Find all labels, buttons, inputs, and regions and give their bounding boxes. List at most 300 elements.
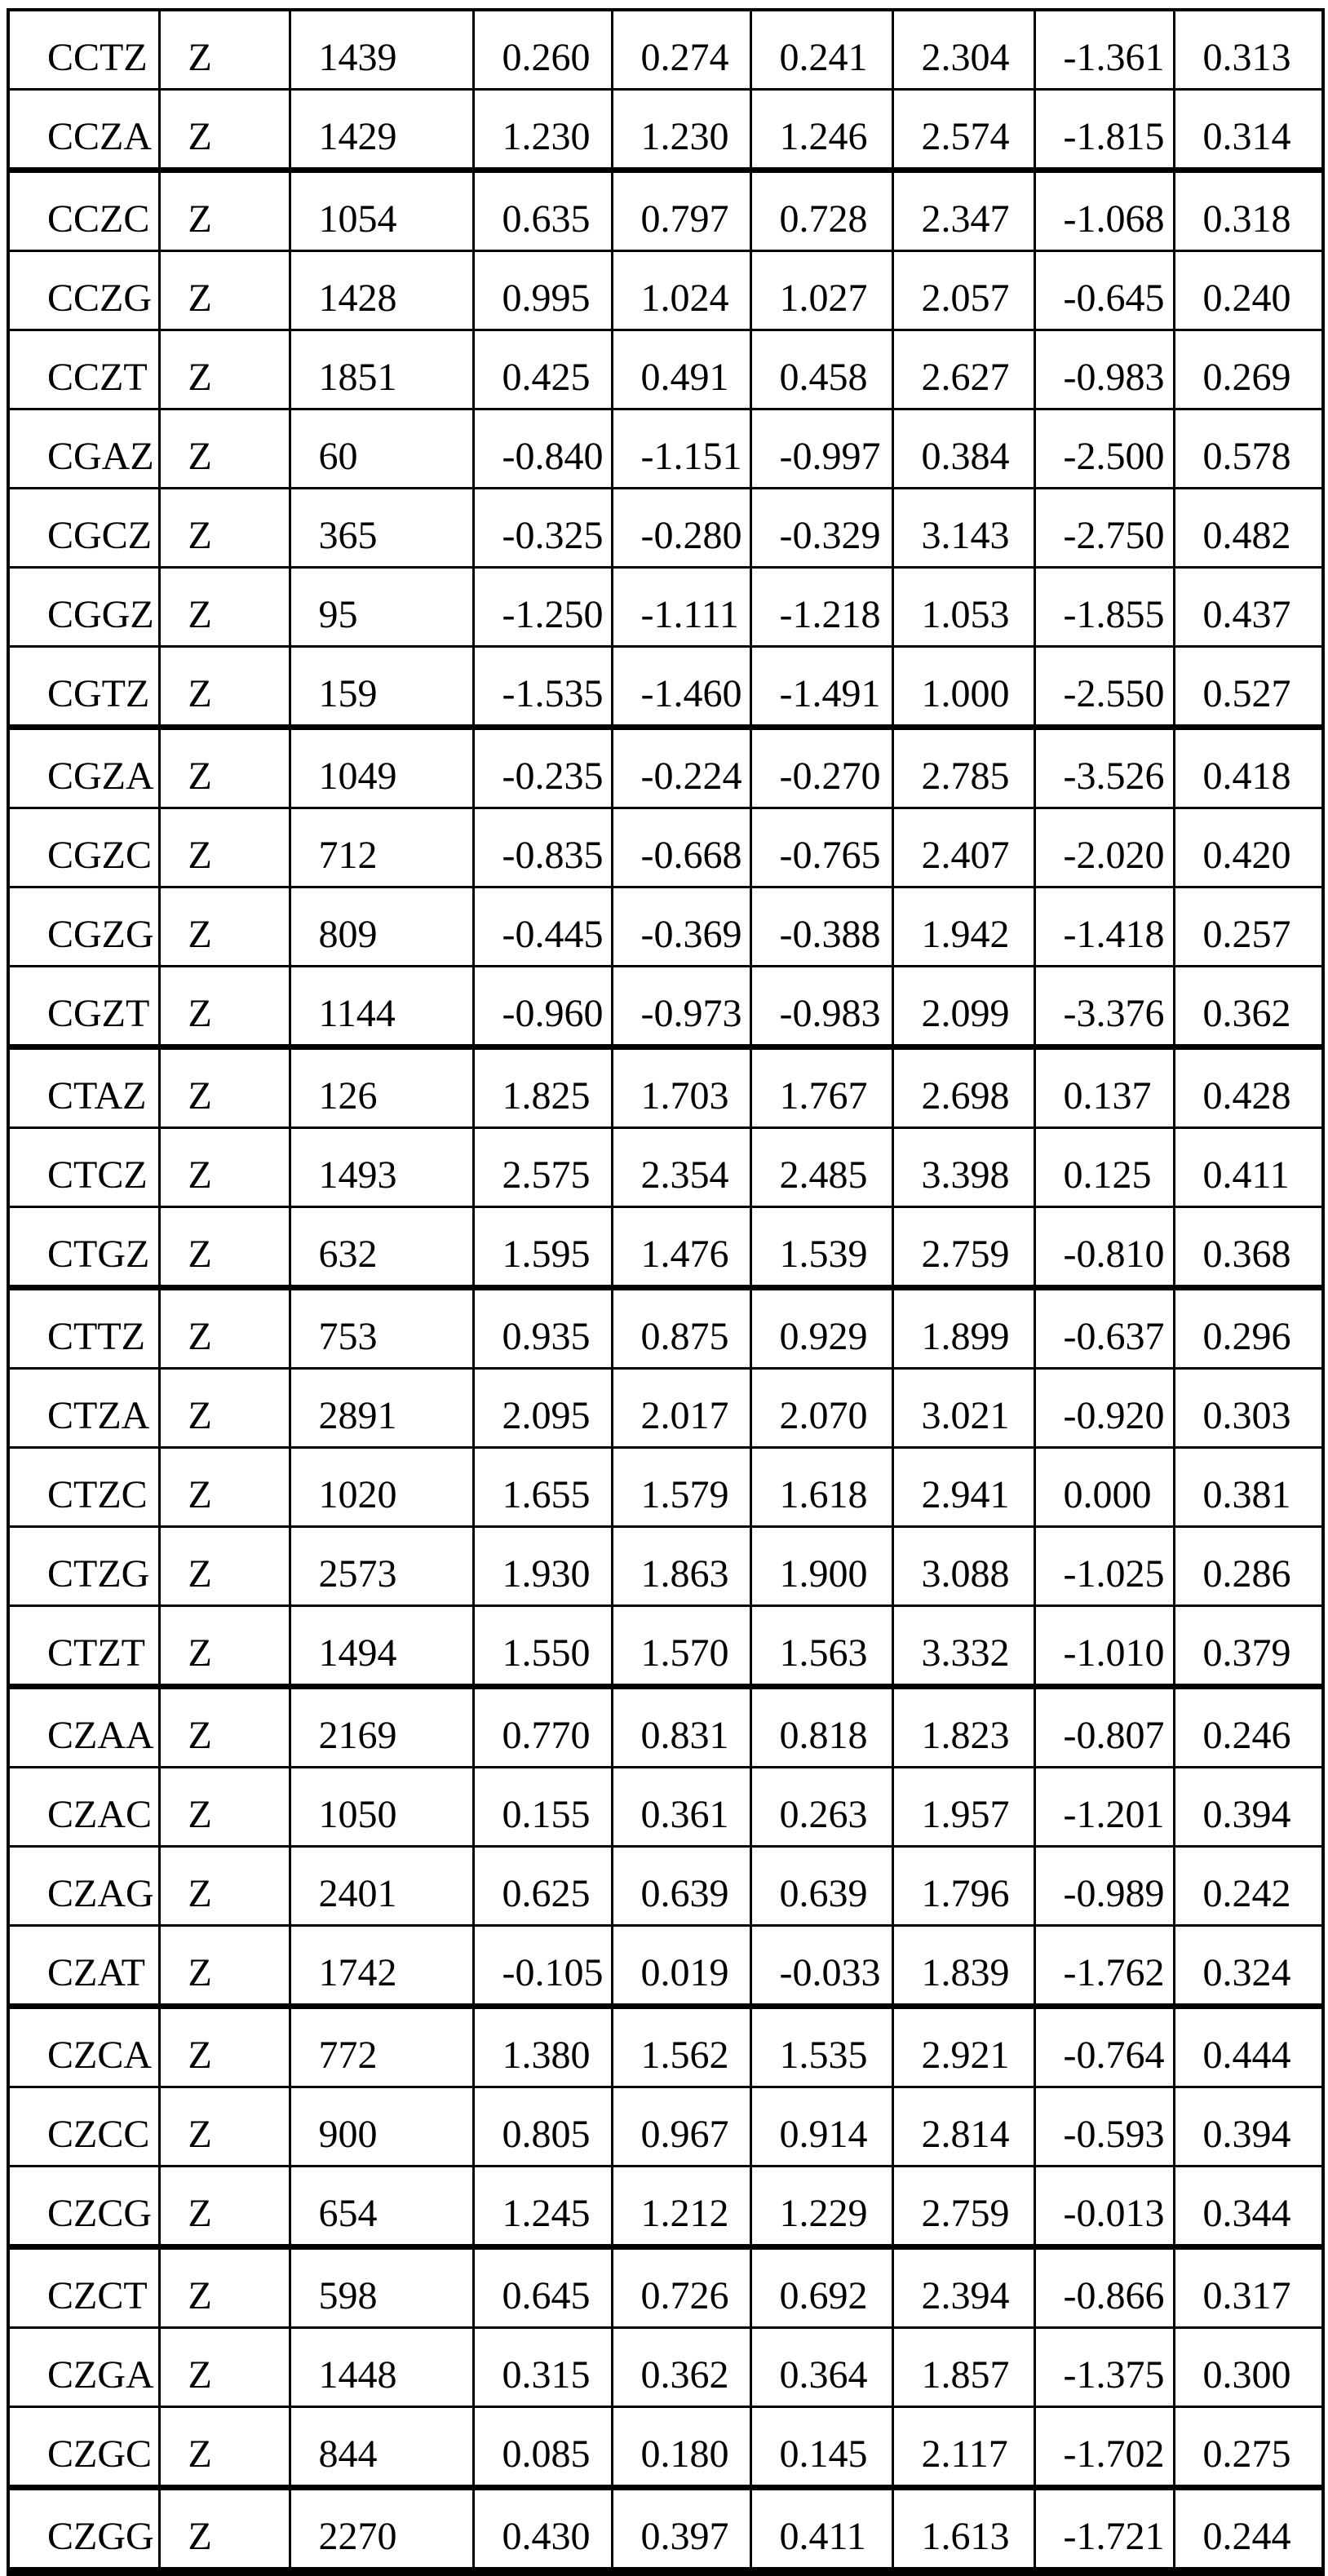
table-cell: 1.539 [750, 1207, 892, 1288]
table-cell: 0.364 [750, 2328, 892, 2407]
table-cell: 0.397 [612, 2488, 750, 2572]
table-cell: -2.750 [1034, 489, 1174, 568]
table-cell: CTZA [8, 1369, 159, 1448]
table-row [8, 90, 1323, 170]
table-cell: -0.810 [1034, 1207, 1174, 1288]
table-cell: 3.143 [892, 489, 1034, 568]
table-cell: Z [159, 887, 290, 967]
table-cell: CZGC [8, 2407, 159, 2488]
table-cell: 0.344 [1174, 2167, 1323, 2247]
table-cell: 1493 [290, 1128, 473, 1207]
table-cell: 0.805 [473, 2087, 612, 2167]
table-cell: -1.815 [1034, 90, 1174, 170]
table-cell: 0.379 [1174, 1606, 1323, 1687]
table-cell: 0.269 [1174, 330, 1323, 409]
table-cell: 2.485 [750, 1128, 892, 1207]
table-cell: 1.900 [750, 1527, 892, 1606]
table-cell: 0.315 [473, 2328, 612, 2407]
table-cell: 2169 [290, 1687, 473, 1768]
table-row [8, 2328, 1323, 2407]
table-cell: -2.020 [1034, 808, 1174, 887]
table-cell: 0.428 [1174, 1047, 1323, 1128]
table-row [8, 887, 1323, 967]
table-cell: -0.807 [1034, 1687, 1174, 1768]
table-cell: -0.645 [1034, 251, 1174, 330]
table-cell: -1.025 [1034, 1527, 1174, 1606]
table-cell: CGZC [8, 808, 159, 887]
table-cell: CZGG [8, 2488, 159, 2572]
table-cell: CZCC [8, 2087, 159, 2167]
table-row [8, 1128, 1323, 1207]
table-cell: 1429 [290, 90, 473, 170]
table-cell: 126 [290, 1047, 473, 1128]
table-cell: CZCT [8, 2247, 159, 2328]
table-cell: 159 [290, 647, 473, 728]
table-cell: 1.767 [750, 1047, 892, 1128]
table-cell: Z [159, 1926, 290, 2007]
table-cell: 0.645 [473, 2247, 612, 2328]
table-row [8, 2407, 1323, 2488]
table-cell: CCZG [8, 251, 159, 330]
table-cell: -1.151 [612, 409, 750, 489]
table-cell: Z [159, 1207, 290, 1288]
table-row [8, 808, 1323, 887]
table-cell: 3.332 [892, 1606, 1034, 1687]
table-cell: -1.491 [750, 647, 892, 728]
table-cell: CZGA [8, 2328, 159, 2407]
table-cell: 1.476 [612, 1207, 750, 1288]
table-cell: 0.240 [1174, 251, 1323, 330]
table-cell: CTZG [8, 1527, 159, 1606]
table-cell: 0.274 [612, 10, 750, 90]
table-cell: CZCA [8, 2007, 159, 2087]
table-cell: CCZT [8, 330, 159, 409]
table-cell: -0.105 [473, 1926, 612, 2007]
table-cell: CTCZ [8, 1128, 159, 1207]
table-cell: 0.418 [1174, 728, 1323, 808]
table-cell: Z [159, 647, 290, 728]
table-cell: 2.117 [892, 2407, 1034, 2488]
table-row [8, 967, 1323, 1047]
table-cell: 0.639 [612, 1847, 750, 1926]
table-cell: -0.835 [473, 808, 612, 887]
table-cell: -1.535 [473, 647, 612, 728]
table-cell: 0.831 [612, 1687, 750, 1768]
table-cell: 1494 [290, 1606, 473, 1687]
table-cell: 654 [290, 2167, 473, 2247]
table-cell: Z [159, 1527, 290, 1606]
table-cell: -0.983 [1034, 330, 1174, 409]
table-cell: Z [159, 90, 290, 170]
table-cell: 1.563 [750, 1606, 892, 1687]
table-cell: 1439 [290, 10, 473, 90]
table-cell: -0.224 [612, 728, 750, 808]
table-cell: Z [159, 2167, 290, 2247]
table-cell: 1.857 [892, 2328, 1034, 2407]
table-cell: 95 [290, 568, 473, 647]
table-cell: CZAC [8, 1768, 159, 1847]
table-cell: -1.201 [1034, 1768, 1174, 1847]
table-cell: 2573 [290, 1527, 473, 1606]
table-cell: 0.275 [1174, 2407, 1323, 2488]
table-cell: 0.296 [1174, 1288, 1323, 1369]
table-cell: CZCG [8, 2167, 159, 2247]
table-cell: 1.957 [892, 1768, 1034, 1847]
table-cell: 2.099 [892, 967, 1034, 1047]
table-cell: 0.625 [473, 1847, 612, 1926]
table-cell: 3.088 [892, 1527, 1034, 1606]
table-cell: 0.246 [1174, 1687, 1323, 1768]
table-cell: -1.460 [612, 647, 750, 728]
table-cell: 1.613 [892, 2488, 1034, 2572]
table-cell: Z [159, 967, 290, 1047]
table-cell: -3.526 [1034, 728, 1174, 808]
table-cell: 0.384 [892, 409, 1034, 489]
table-cell: Z [159, 1369, 290, 1448]
table-cell: 0.635 [473, 170, 612, 251]
table-cell: 1.899 [892, 1288, 1034, 1369]
table-cell: 0.180 [612, 2407, 750, 2488]
table-cell: 0.458 [750, 330, 892, 409]
table-cell: -1.010 [1034, 1606, 1174, 1687]
table-cell: 3.398 [892, 1128, 1034, 1207]
table-cell: Z [159, 1047, 290, 1128]
table-cell: 0.260 [473, 10, 612, 90]
table-cell: Z [159, 2247, 290, 2328]
table-cell: CGCZ [8, 489, 159, 568]
table-cell: 2.354 [612, 1128, 750, 1207]
table-cell: 2.698 [892, 1047, 1034, 1128]
table-cell: 0.000 [1034, 1448, 1174, 1527]
table-cell: 1851 [290, 330, 473, 409]
table-cell: 632 [290, 1207, 473, 1288]
table-cell: 1.863 [612, 1527, 750, 1606]
table-cell: 2.921 [892, 2007, 1034, 2087]
table-cell: 2.941 [892, 1448, 1034, 1527]
table-cell: -1.111 [612, 568, 750, 647]
table-cell: 0.437 [1174, 568, 1323, 647]
table-cell: 0.411 [1174, 1128, 1323, 1207]
table-cell: 2.095 [473, 1369, 612, 1448]
table-cell: 1.027 [750, 251, 892, 330]
table-cell: Z [159, 2328, 290, 2407]
table-cell: 2.407 [892, 808, 1034, 887]
table-cell: 2.304 [892, 10, 1034, 90]
table-cell: 1742 [290, 1926, 473, 2007]
table-cell: -0.013 [1034, 2167, 1174, 2247]
table-cell: 772 [290, 2007, 473, 2087]
table-row [8, 330, 1323, 409]
table-row [8, 1047, 1323, 1128]
table-cell: CGZA [8, 728, 159, 808]
table-cell: 0.797 [612, 170, 750, 251]
table-cell: CTAZ [8, 1047, 159, 1128]
table-cell: 0.263 [750, 1768, 892, 1847]
table-row [8, 647, 1323, 728]
table-cell: 1.595 [473, 1207, 612, 1288]
table-cell: -0.369 [612, 887, 750, 967]
table-cell: Z [159, 1687, 290, 1768]
table-cell: 0.125 [1034, 1128, 1174, 1207]
table-cell: 1.230 [473, 90, 612, 170]
table-cell: 2401 [290, 1847, 473, 1926]
table-cell: Z [159, 808, 290, 887]
table-cell: 0.085 [473, 2407, 612, 2488]
table-row [8, 1369, 1323, 1448]
table-cell: 809 [290, 887, 473, 967]
table-cell: CCZA [8, 90, 159, 170]
table-cell: 0.361 [612, 1768, 750, 1847]
table-cell: -0.668 [612, 808, 750, 887]
table-cell: -0.765 [750, 808, 892, 887]
table-cell: 1.246 [750, 90, 892, 170]
table-row [8, 2167, 1323, 2247]
table-cell: 0.303 [1174, 1369, 1323, 1448]
data-table-body [8, 10, 1323, 2572]
table-cell: -0.445 [473, 887, 612, 967]
table-row [8, 1606, 1323, 1687]
table-cell: 3.021 [892, 1369, 1034, 1448]
table-cell: 0.244 [1174, 2488, 1323, 2572]
table-cell: Z [159, 251, 290, 330]
table-row [8, 728, 1323, 808]
table-cell: 60 [290, 409, 473, 489]
table-cell: -0.325 [473, 489, 612, 568]
table-cell: 2891 [290, 1369, 473, 1448]
table-cell: 2.394 [892, 2247, 1034, 2328]
table-cell: 1.229 [750, 2167, 892, 2247]
table-cell: 2.759 [892, 2167, 1034, 2247]
data-table [7, 8, 1325, 2576]
table-row [8, 409, 1323, 489]
table-cell: Z [159, 1847, 290, 1926]
table-cell: 0.381 [1174, 1448, 1323, 1527]
table-cell: 0.137 [1034, 1047, 1174, 1128]
table-cell: -1.375 [1034, 2328, 1174, 2407]
table-cell: Z [159, 2488, 290, 2572]
table-cell: 0.241 [750, 10, 892, 90]
table-cell: 1.380 [473, 2007, 612, 2087]
table-cell: 0.314 [1174, 90, 1323, 170]
table-cell: 0.318 [1174, 170, 1323, 251]
table-cell: 0.317 [1174, 2247, 1323, 2328]
table-cell: Z [159, 489, 290, 568]
table-cell: CGZG [8, 887, 159, 967]
table-cell: 0.155 [473, 1768, 612, 1847]
table-cell: -1.361 [1034, 10, 1174, 90]
table-cell: 0.914 [750, 2087, 892, 2167]
table-cell: 900 [290, 2087, 473, 2167]
table-cell: 1.535 [750, 2007, 892, 2087]
table-cell: 2.017 [612, 1369, 750, 1448]
table-cell: 1.825 [473, 1047, 612, 1128]
table-cell: CCZC [8, 170, 159, 251]
table-cell: 365 [290, 489, 473, 568]
table-row [8, 2247, 1323, 2328]
table-cell: 0.313 [1174, 10, 1323, 90]
table-cell: 0.967 [612, 2087, 750, 2167]
table-cell: CGAZ [8, 409, 159, 489]
table-cell: Z [159, 2407, 290, 2488]
table-cell: 2.759 [892, 1207, 1034, 1288]
table-cell: Z [159, 728, 290, 808]
table-cell: Z [159, 170, 290, 251]
table-cell: 712 [290, 808, 473, 887]
table-cell: 0.770 [473, 1687, 612, 1768]
table-cell: 1.823 [892, 1687, 1034, 1768]
table-cell: 598 [290, 2247, 473, 2328]
table-row [8, 1207, 1323, 1288]
table-cell: 2.347 [892, 170, 1034, 251]
table-cell: 0.692 [750, 2247, 892, 2328]
table-cell: -0.764 [1034, 2007, 1174, 2087]
table-row [8, 2007, 1323, 2087]
table-cell: 1.570 [612, 1606, 750, 1687]
table-cell: 0.286 [1174, 1527, 1323, 1606]
table-cell: -1.762 [1034, 1926, 1174, 2007]
table-cell: 1.024 [612, 251, 750, 330]
table-cell: -0.920 [1034, 1369, 1174, 1448]
table-cell: 1.655 [473, 1448, 612, 1527]
table-cell: 0.430 [473, 2488, 612, 2572]
table-cell: -0.235 [473, 728, 612, 808]
table-cell: -0.033 [750, 1926, 892, 2007]
table-cell: -1.068 [1034, 170, 1174, 251]
table-cell: 0.368 [1174, 1207, 1323, 1288]
table-cell: 2.785 [892, 728, 1034, 808]
table-cell: -1.418 [1034, 887, 1174, 967]
table-cell: -0.973 [612, 967, 750, 1047]
table-row [8, 1847, 1323, 1926]
table-row [8, 1687, 1323, 1768]
table-cell: 0.145 [750, 2407, 892, 2488]
table-cell: 1049 [290, 728, 473, 808]
table-cell: 2270 [290, 2488, 473, 2572]
table-cell: 0.578 [1174, 409, 1323, 489]
table-cell: 753 [290, 1288, 473, 1369]
table-cell: 1054 [290, 170, 473, 251]
table-cell: 1.230 [612, 90, 750, 170]
table-cell: 1.579 [612, 1448, 750, 1527]
table-cell: -1.218 [750, 568, 892, 647]
table-cell: 2.574 [892, 90, 1034, 170]
table-cell: -0.960 [473, 967, 612, 1047]
table-cell: 1.562 [612, 2007, 750, 2087]
table-cell: 0.362 [1174, 967, 1323, 1047]
table-cell: CGGZ [8, 568, 159, 647]
table-cell: Z [159, 409, 290, 489]
table-cell: 1.212 [612, 2167, 750, 2247]
table-cell: 1.000 [892, 647, 1034, 728]
table-cell: Z [159, 1288, 290, 1369]
table-cell: 844 [290, 2407, 473, 2488]
table-cell: -2.500 [1034, 409, 1174, 489]
table-cell: 0.995 [473, 251, 612, 330]
table-cell: -0.840 [473, 409, 612, 489]
table-cell: 0.728 [750, 170, 892, 251]
table-cell: CTZT [8, 1606, 159, 1687]
table-cell: 2.627 [892, 330, 1034, 409]
table-cell: Z [159, 10, 290, 90]
table-cell: 0.639 [750, 1847, 892, 1926]
table-cell: CZAT [8, 1926, 159, 2007]
table-cell: Z [159, 1768, 290, 1847]
table-cell: 0.394 [1174, 1768, 1323, 1847]
table-cell: 0.242 [1174, 1847, 1323, 1926]
table-cell: Z [159, 568, 290, 647]
table-cell: CGTZ [8, 647, 159, 728]
table-cell: 0.394 [1174, 2087, 1323, 2167]
table-cell: 1144 [290, 967, 473, 1047]
table-cell: 1.618 [750, 1448, 892, 1527]
table-cell: 1.796 [892, 1847, 1034, 1926]
table-cell: 1.550 [473, 1606, 612, 1687]
table-cell: -2.550 [1034, 647, 1174, 728]
table-cell: 0.875 [612, 1288, 750, 1369]
table-cell: Z [159, 2007, 290, 2087]
table-cell: 2.057 [892, 251, 1034, 330]
table-cell: 0.527 [1174, 647, 1323, 728]
table-row [8, 2087, 1323, 2167]
table-cell: 1.930 [473, 1527, 612, 1606]
table-cell: -0.270 [750, 728, 892, 808]
table-row [8, 170, 1323, 251]
table-cell: -1.855 [1034, 568, 1174, 647]
table-cell: 0.425 [473, 330, 612, 409]
table-cell: CCTZ [8, 10, 159, 90]
table-row [8, 1926, 1323, 2007]
table-row [8, 251, 1323, 330]
table-cell: -0.388 [750, 887, 892, 967]
table-cell: 1.053 [892, 568, 1034, 647]
table-row [8, 489, 1323, 568]
table-cell: 0.491 [612, 330, 750, 409]
table-cell: CTTZ [8, 1288, 159, 1369]
table-cell: -3.376 [1034, 967, 1174, 1047]
table-cell: -0.280 [612, 489, 750, 568]
table-cell: 1428 [290, 251, 473, 330]
table-cell: CZAA [8, 1687, 159, 1768]
table-row [8, 1448, 1323, 1527]
table-cell: Z [159, 2087, 290, 2167]
table-cell: CTZC [8, 1448, 159, 1527]
table-cell: 1.245 [473, 2167, 612, 2247]
table-cell: 0.818 [750, 1687, 892, 1768]
table-row [8, 1527, 1323, 1606]
table-cell: -0.866 [1034, 2247, 1174, 2328]
table-cell: 0.362 [612, 2328, 750, 2407]
table-cell: 0.444 [1174, 2007, 1323, 2087]
table-cell: -0.983 [750, 967, 892, 1047]
table-cell: CTGZ [8, 1207, 159, 1288]
table-cell: -1.702 [1034, 2407, 1174, 2488]
table-cell: 1448 [290, 2328, 473, 2407]
table-cell: 0.726 [612, 2247, 750, 2328]
table-cell: 1.839 [892, 1926, 1034, 2007]
table-cell: CZAG [8, 1847, 159, 1926]
table-cell: 1020 [290, 1448, 473, 1527]
table-cell: Z [159, 1128, 290, 1207]
table-cell: CGZT [8, 967, 159, 1047]
table-cell: Z [159, 330, 290, 409]
table-cell: 2.814 [892, 2087, 1034, 2167]
table-cell: 0.300 [1174, 2328, 1323, 2407]
table-cell: 1.703 [612, 1047, 750, 1128]
table-cell: 0.929 [750, 1288, 892, 1369]
table-cell: -0.593 [1034, 2087, 1174, 2167]
table-cell: 0.257 [1174, 887, 1323, 967]
table-cell: Z [159, 1606, 290, 1687]
